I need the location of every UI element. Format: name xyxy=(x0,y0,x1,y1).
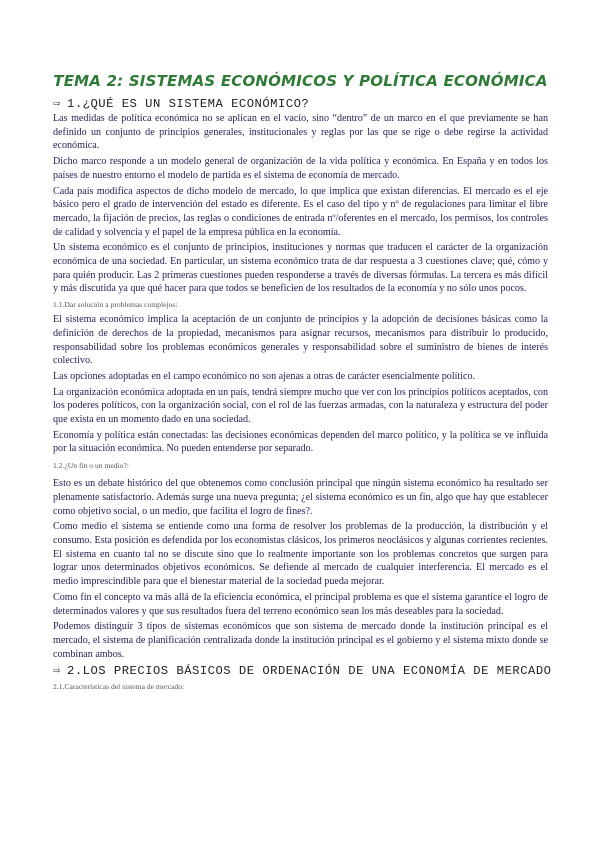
paragraph: Como fin el concepto va más allá de la eficiencia económica, el principal problema es que el sistema garantice el logro de determinados valores y que sus resultados fuera del terreno económico sean los más deseables para la sociedad. xyxy=(53,591,548,617)
paragraph: Las opciones adoptadas en el campo económico no son ajenas a otras de carácter esencialmente político. xyxy=(53,370,476,382)
paragraph: Podemos distinguir 3 tipos de sistemas económicos que son sistema de mercado donde la institución principal es el mercado, el sistema de planificación centralizada donde la institución principal es el gobierno y el sistema mixto donde se combinan ambos. xyxy=(53,621,548,660)
subsection-heading-2-1: 2.1.Características del sistema de mercado: xyxy=(53,682,185,692)
arrow-right-icon: ⇨ xyxy=(53,97,61,111)
page-title: TEMA 2: SISTEMAS ECONÓMICOS Y POLÍTICA ECONÓMICA xyxy=(53,72,548,90)
paragraph: Un sistema económico es el conjunto de principios, instituciones y normas que traducen el carácter de la organización económica de una sociedad. En particular, un sistema económico trata de dar respuesta a 3 cuestiones clave; qué, cómo y para quién producir. Las 2 primeras cuestiones pueden responderse a través de diversas fórmulas. La tercera es más difícil y más discutida ya que qué hacer para que todos se beneficien de los resultados de la economía y no sólo unos pocos. xyxy=(53,242,548,295)
section-heading-1-text: 1.¿QUÉ ES UN SISTEMA ECONÓMICO? xyxy=(67,97,310,111)
paragraph: Dicho marco responde a un modelo general de organización de la vida política y económica. En España y en todos los países de nuestro entorno el modelo de partida es el sistema de economía de mercado. xyxy=(53,156,548,181)
paragraph: Cada país modifica aspectos de dicho modelo de mercado, lo que implica que existan diferencias. El mercado es el eje básico pero el grado de intervención del estado es diferente. Es el caso del tipo y nº de regulaciones para limitar el libre mercado, la fijación de precios, las reglas o condiciones de entrada nº/oferentes en el mercado, los permisos, los controles de calidad y solvencia y el papel de la empresa pública en la economía. xyxy=(53,185,548,238)
paragraph: La organización económica adoptada en un país, tendrá siempre mucho que ver con los principios políticos aceptados, con los poderes políticos, con la organización social, con el rol de las fuerzas armadas, con la naturaleza y estructura del poder que exista en un momento dado en una sociedad. xyxy=(53,386,548,426)
subsection-heading-1-1: 1.1.Dar solución a problemas complejos: xyxy=(53,300,178,310)
paragraph: Economía y política están conectadas: las decisiones económicas dependen del marco político, y la política se ve influida por la situación económica. No pueden entenderse por separado. xyxy=(53,429,548,455)
arrow-right-icon: ⇨ xyxy=(53,664,61,679)
subsection-heading-1-2: 1.2.¿Un fin o un medio?: xyxy=(53,461,129,471)
paragraph: Las medidas de política económica no se aplican en el vacío, sino “dentro” de un marco en el que previamente se han definido un conjunto de principios generales, institucionales y reglas por las que se rige o debe regirse la actividad económica. xyxy=(53,113,548,152)
paragraph: El sistema económico implica la aceptación de un conjunto de principios y la adopción de decisiones básicas como la definición de derechos de la propiedad, mecanismos para asignar recursos, mecanismos para distribuir lo producido, responsabilidad sobre los problemas económicos generales y responsabilidad sobre el suministro de bienes de interés colectivo. xyxy=(53,314,548,367)
section-heading-2 xyxy=(53,663,552,679)
section-heading-2-text: 2.LOS PRECIOS BÁSICOS DE ORDENACIÓN DE UNA ECONOMÍA DE MERCADO xyxy=(67,664,552,679)
paragraph: Como medio el sistema se entiende como una forma de resolver los problemas de la producción, la distribución y el consumo. Esta posición es defendida por los economistas clásicos, los primeros neoclásicos y algunas corrientes recientes. El sistema en cuanto tal no se discute sino que lo realmente importante son los problemas concretos que surgen para lograr unos determinados objetivos económicos. Se defiende al mercado de cualquier interferencia. El mercado es el medio imprescindible para que el bienestar material de la sociedad pueda mejorar. xyxy=(53,521,548,588)
paragraph: Esto es un debate histórico del que obtenemos como conclusión principal que ningún sistema económico ha resultado ser plenamente satisfactorio. Además surge una nueva pregunta; ¿el sistema económico es un fin, algo que hay que establecer como objetivo social, o un medio, que facilita el logro de fines?. xyxy=(53,478,548,517)
section-heading-1 xyxy=(53,96,548,111)
